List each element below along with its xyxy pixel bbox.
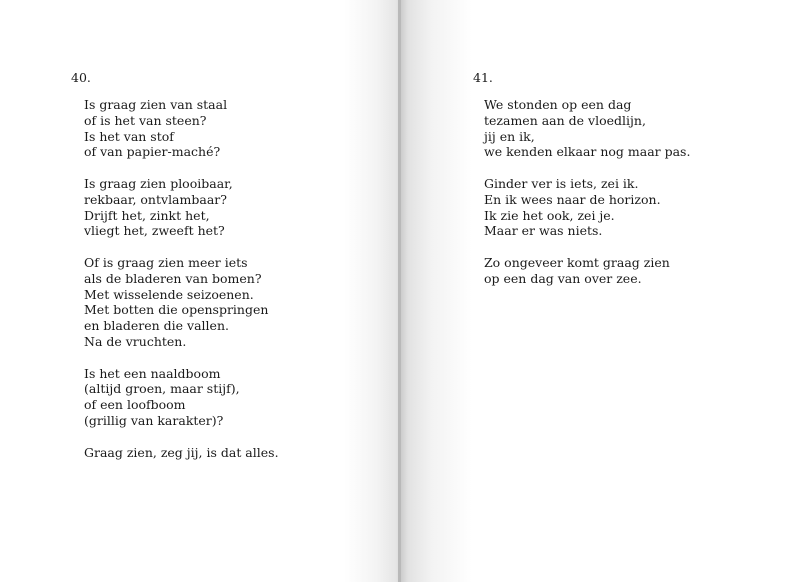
poem-line: (altijd groen, maar stijf), <box>84 381 240 397</box>
stanza <box>84 97 279 160</box>
poem-line: jij en ik, <box>484 128 535 144</box>
poem-line: Ginder ver is iets, zei ik. <box>484 175 639 191</box>
stanza <box>484 176 690 239</box>
poem-line: of is het van steen? <box>84 112 207 128</box>
poem-line: Of is graag zien meer iets <box>84 254 248 270</box>
poem-line: Is het een naaldboom <box>84 365 221 381</box>
stanza <box>84 176 279 239</box>
poem-line: Met wisselende seizoenen. <box>84 286 254 302</box>
poem-line: rekbaar, ontvlambaar? <box>84 191 227 207</box>
poem-line: we kenden elkaar nog maar pas. <box>484 144 691 160</box>
poem-line: of van papier-maché? <box>84 144 221 160</box>
poem-line: We stonden op een dag <box>484 97 632 112</box>
page-number: 40. <box>71 70 91 85</box>
stanza <box>484 255 690 287</box>
page-number: 41. <box>473 70 493 85</box>
poem-line: Is graag zien van staal <box>84 97 228 112</box>
poem-line: of een loofboom <box>84 397 186 413</box>
poem-line: vliegt het, zweeft het? <box>84 223 225 239</box>
poem-line: Graag zien, zeg jij, is dat alles. <box>84 444 279 460</box>
poem-line: en bladeren die vallen. <box>84 318 229 334</box>
book-gutter <box>398 0 401 582</box>
poem-line: (grillig van karakter)? <box>84 412 224 428</box>
stanza <box>484 97 690 160</box>
poem-line: op een dag van over zee. <box>484 270 642 286</box>
poem-line: Is graag zien plooibaar, <box>84 175 233 191</box>
poem-line: tezamen aan de vloedlijn, <box>484 112 646 128</box>
poem-line: En ik wees naar de horizon. <box>484 191 661 207</box>
poem <box>484 97 690 302</box>
poem-line: Met botten die openspringen <box>84 302 269 318</box>
poem-line: Drijft het, zinkt het, <box>84 207 210 223</box>
stanza <box>84 255 279 350</box>
poem-line: Is het van stof <box>84 128 174 144</box>
poem-line: Na de vruchten. <box>84 333 187 349</box>
right-page <box>400 0 800 582</box>
poem <box>84 97 279 476</box>
poem-line: als de bladeren van bomen? <box>84 270 262 286</box>
stanza <box>84 366 279 429</box>
poem-line: Ik zie het ook, zei je. <box>484 207 615 223</box>
stanza <box>84 445 279 461</box>
poem-line: Zo ongeveer komt graag zien <box>484 254 670 270</box>
poem-line: Maar er was niets. <box>484 223 603 239</box>
